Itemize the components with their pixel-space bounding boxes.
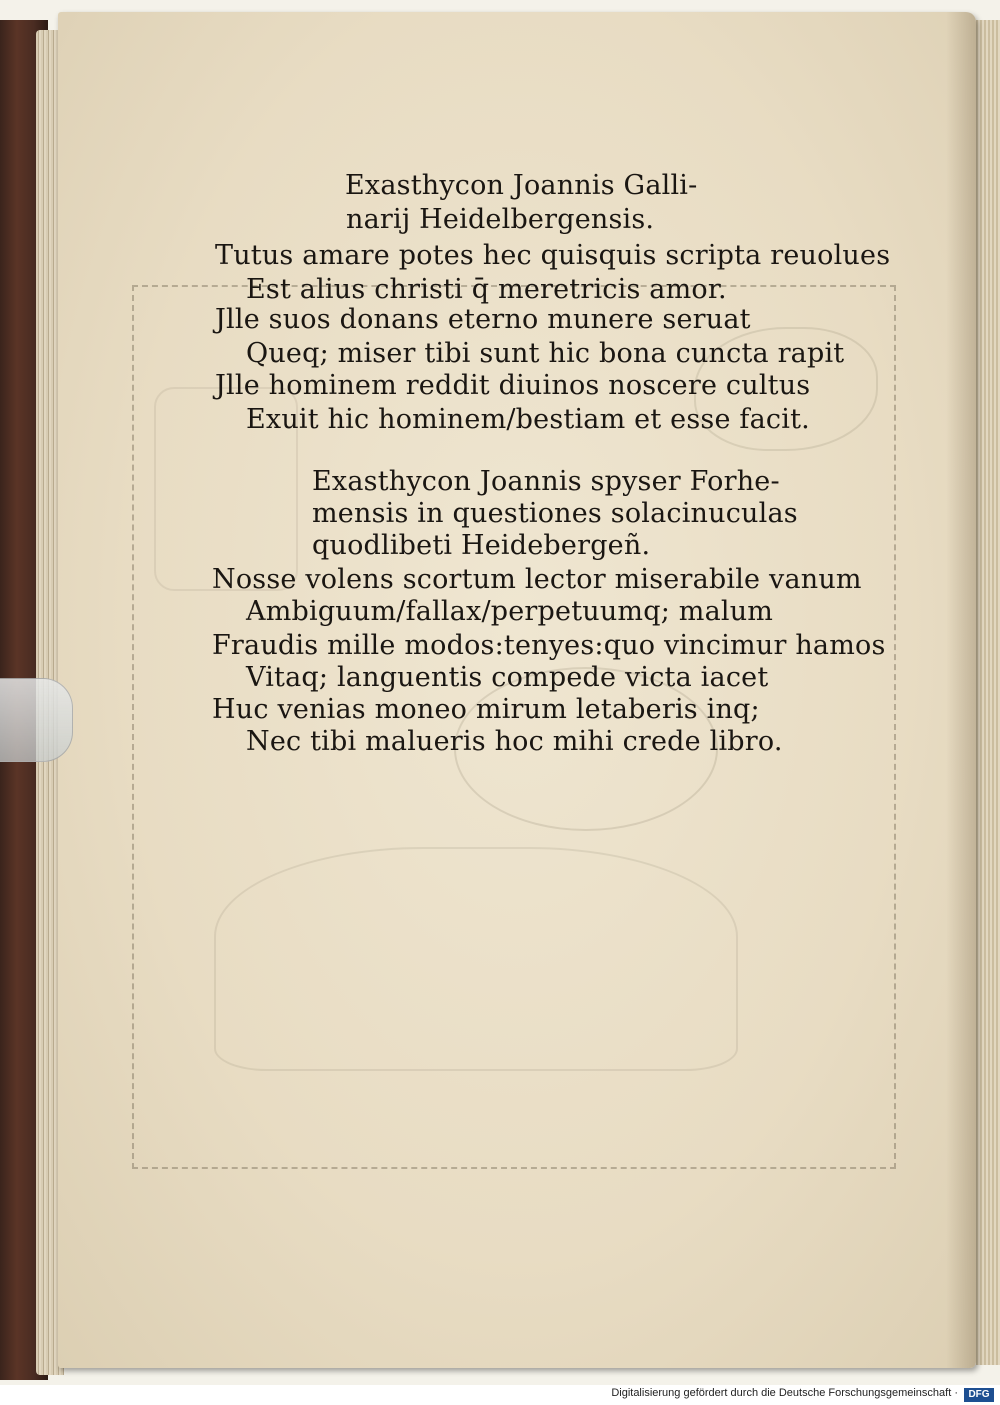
poem2-line: Vitaq; languentis compede victa iacet — [246, 662, 769, 693]
poem2-line: Fraudis mille modos:tenyes:quo vincimur hamos — [212, 630, 886, 661]
poem1-line: Exuit hic hominem/bestiam et esse facit. — [246, 404, 810, 435]
poem1-line: Queq; miser tibi sunt hic bona cuncta rapit — [246, 338, 845, 369]
poem2-title-line-3: quodlibeti Heidebergeñ. — [312, 530, 651, 561]
dfg-logo: DFG — [964, 1388, 994, 1402]
poem2-title-line-2: mensis in questiones solacinuculas — [312, 498, 798, 529]
poem1-line: Jlle hominem reddit diuinos noscere cultus — [215, 370, 811, 401]
poem2-line: Nosse volens scortum lector miserabile vanum — [212, 564, 862, 595]
funding-credit: Digitalisierung gefördert durch die Deutsche Forschungsgemeinschaft · — [611, 1387, 958, 1399]
poem2-line: Nec tibi malueris hoc mihi crede libro. — [246, 726, 783, 757]
poem2-title-line-1: Exasthycon Joannis spyser Forhe- — [312, 466, 780, 497]
poem1-line: Tutus amare potes hec quisquis scripta reuolues — [215, 240, 891, 271]
poem2-line: Huc venias moneo mirum letaberis inq; — [212, 694, 760, 725]
poem2-line: Ambiguum/fallax/perpetuumq; malum — [246, 596, 774, 627]
poem1-title-line-2: narij Heidelbergensis. — [346, 204, 655, 235]
poem1-line: Est alius christi q̄ meretricis amor. — [246, 274, 727, 305]
footer-bar — [0, 1385, 1000, 1405]
poem1-line: Jlle suos donans eterno munere seruat — [215, 304, 751, 335]
poem1-title-line-1: Exasthycon Joannis Galli- — [345, 170, 698, 201]
